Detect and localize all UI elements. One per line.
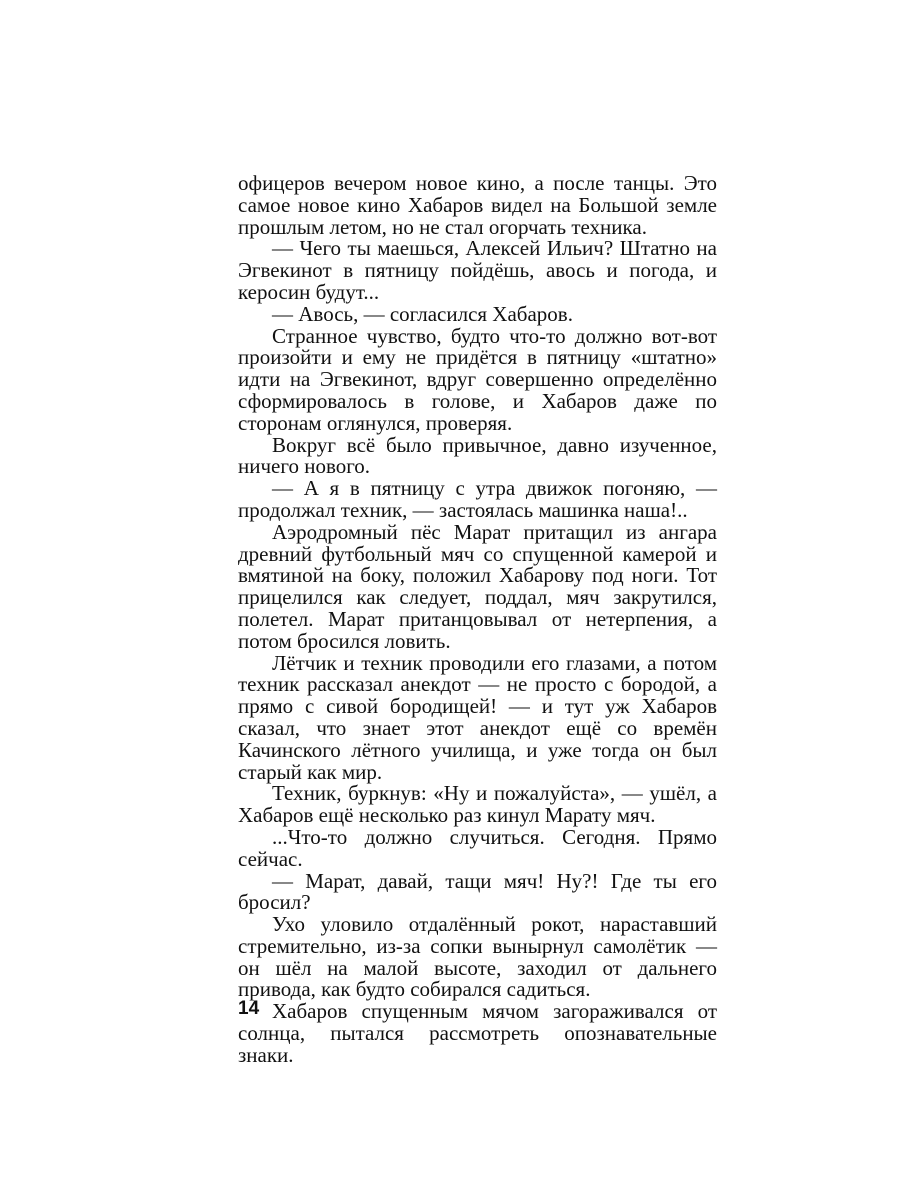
paragraph: — А я в пятницу с утра движок погоняю, — продолжал техник, — застоялась машинка наша!.. [238,476,717,522]
paragraph: офицеров вечером новое кино, а после танцы. Это самое новое кино Хабаров видел на Большой земле прошлым летом, но не стал огорчать техника. [238,171,717,239]
paragraph: Техник, буркнув: «Ну и пожалуйста», — ушёл, а Хабаров ещё несколько раз кинул Марату мяч. [238,781,717,828]
paragraph: Странное чувство, будто что-то должно вот-вот произойти и ему не придётся в пятницу «штатно» идти на Эгвекинот, вдруг совершенно определённо сформировалось в голове, и Хабаров даже по сторонам оглянулся, проверяя. [238,323,717,435]
paragraph: Вокруг всё было привычное, давно изученное, ничего нового. [238,432,717,479]
paragraph: — Авось, — согласился Хабаров. [272,301,573,326]
paragraph: — Марат, давай, тащи мяч! Ну?! Где ты его бросил? [238,868,717,915]
paragraph: Ухо уловило отдалённый рокот, нараставший стремительно, из-за сопки вынырнул самолётик — он шёл на малой высоте, заходил от дальнего привода, как будто собирался садиться. [238,912,717,1002]
paragraph: Лётчик и техник проводили его глазами, а потом техник рассказал анекдот — не просто с бородой, а прямо с сивой бородищей! — и тут уж Хабаров сказал, что знает этот анекдот ещё со времён Качинского лётного училища, и уже тогда он был старый как мир. [238,650,717,784]
page-number: 14 [238,998,260,1019]
paragraph: Аэродромный пёс Марат притащил из ангара древний футбольный мяч со спущенной камерой и вмятиной на боку, положил Хабарову под ноги. Тот прицелился как следует, поддал, мяч закрутился, полетел. Марат пританцовывал от нетерпения, а потом бросился ловить. [238,519,717,653]
paragraph: ...Что-то должно случиться. Сегодня. Прямо сейчас. [238,824,717,871]
paragraph: Хабаров спущенным мячом загораживался от солнца, пытался рассмотреть опознавательные знаки. [238,999,717,1067]
page-text [238,173,717,1067]
paragraph: — Чего ты маешься, Алексей Ильич? Штатно на Эгвекинот в пятницу пойдёшь, авось и погода, и керосин будут... [238,236,717,304]
